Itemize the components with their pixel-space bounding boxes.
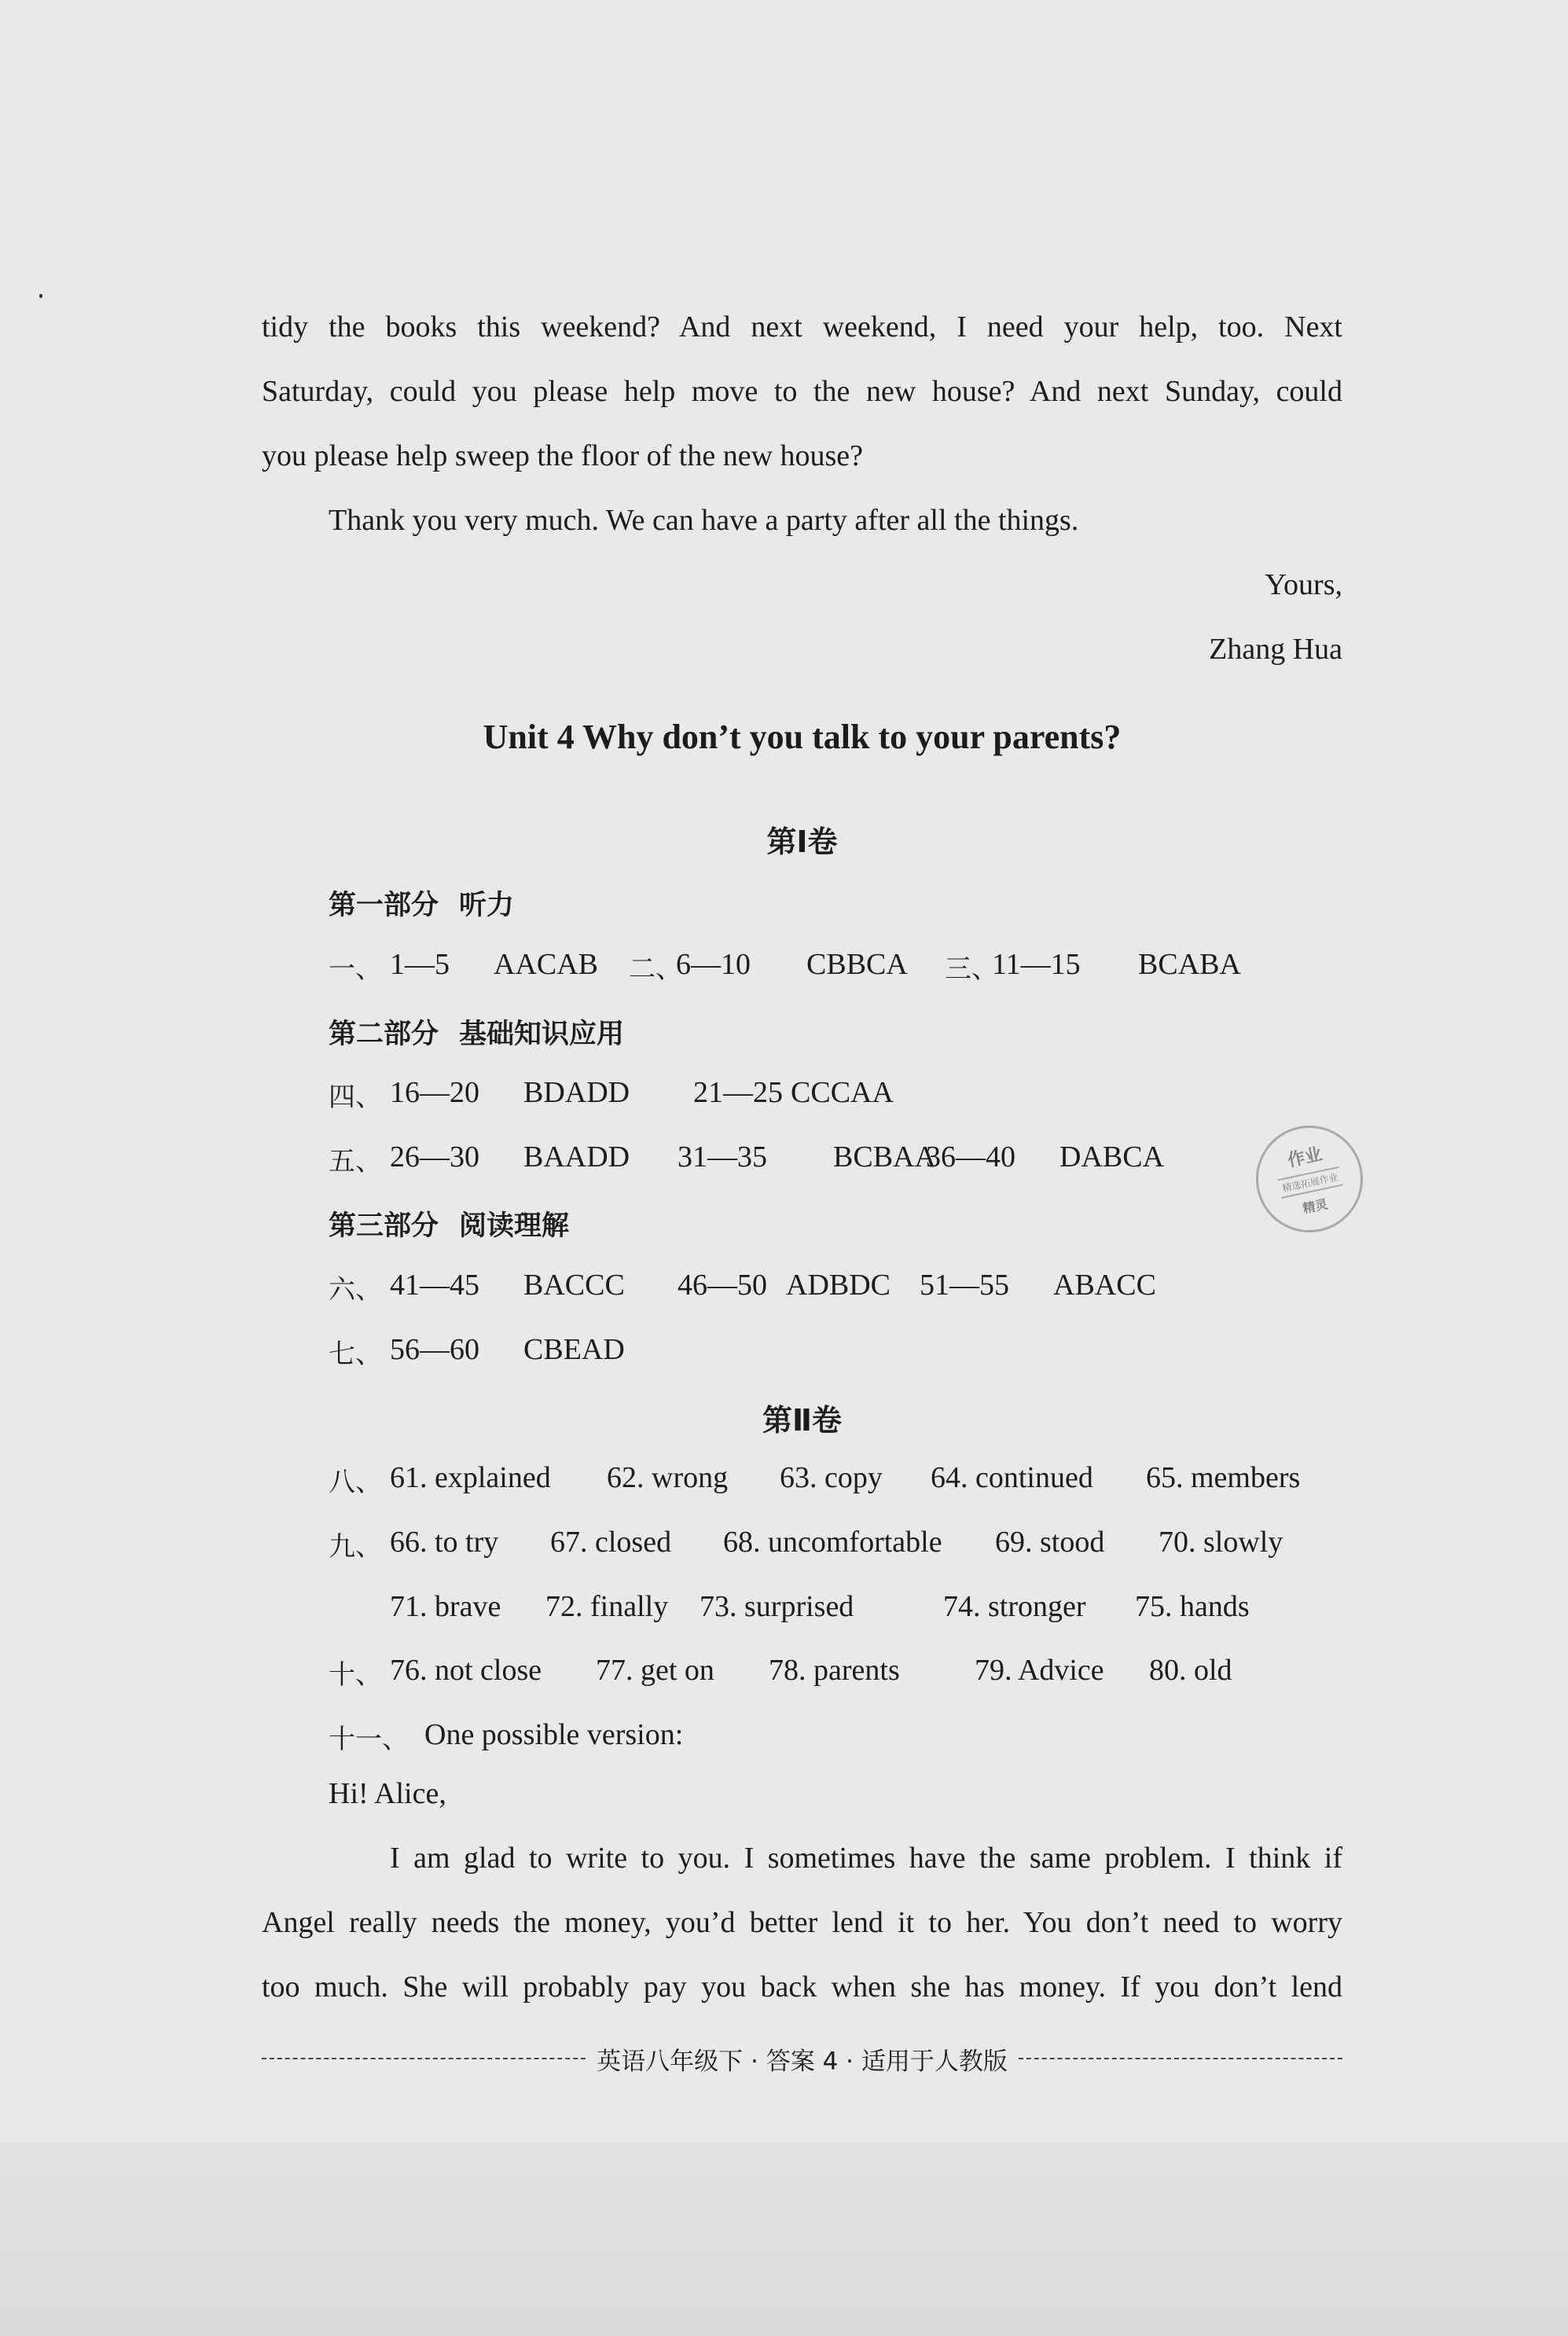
essay-line: Angel really needs the money, you’d better lend it to her. You don’t need to worry <box>262 1906 1342 1939</box>
stamp-text: 精选拓展作业 <box>1277 1166 1342 1198</box>
answer-item: 79. Advice <box>975 1654 1104 1687</box>
answer-key: ABACC <box>1053 1269 1156 1302</box>
letter-signature: Zhang Hua <box>1209 633 1342 666</box>
section-num: 一、 <box>329 953 382 985</box>
answer-key: AACAB <box>494 948 599 981</box>
answer-range: 21—25 <box>693 1076 783 1109</box>
answer-range: 46—50 <box>678 1269 767 1302</box>
answer-item: 75. hands <box>1135 1590 1250 1623</box>
answer-range: 6—10 <box>676 948 751 981</box>
answer-key: DABCA <box>1059 1140 1165 1174</box>
part-name: 基础知识应用 <box>459 1019 625 1050</box>
stamp-text: 作业 <box>1286 1144 1324 1171</box>
answer-key: CBBCA <box>806 948 908 981</box>
section-num: 二、 <box>629 953 682 985</box>
part-name: 听力 <box>459 890 515 921</box>
answer-range: 1—5 <box>390 948 450 981</box>
part-name: 阅读理解 <box>459 1210 570 1242</box>
answer-item: 64. continued <box>931 1461 1093 1494</box>
section-num: 三、 <box>945 953 998 985</box>
answer-range: 56—60 <box>390 1333 479 1366</box>
answer-item: 80. old <box>1149 1654 1232 1687</box>
page-footer <box>262 2040 1342 2077</box>
answer-key: CBEAD <box>523 1333 625 1366</box>
answer-item: 63. copy <box>780 1461 883 1494</box>
footer-rule <box>262 2058 586 2059</box>
section-num: 五、 <box>329 1146 382 1177</box>
answer-item: 67. closed <box>550 1526 672 1559</box>
part-label: 第一部分 <box>329 890 439 921</box>
answer-item: 66. to try <box>390 1526 499 1559</box>
answer-key: ADBDC <box>786 1269 891 1302</box>
letter-line: you please help sweep the floor of the new house? <box>262 439 864 472</box>
unit-title: Unit 4 Why don’t you talk to your parents? <box>483 718 1122 756</box>
scan-shadow <box>0 2142 1568 2336</box>
footer-rule <box>1019 2058 1342 2059</box>
answer-item: 78. parents <box>769 1654 900 1687</box>
answer-item: 74. stronger <box>943 1590 1086 1623</box>
answer-item: 65. members <box>1146 1461 1301 1494</box>
volume-2-title: 第Ⅱ卷 <box>762 1403 843 1438</box>
answer-item: 73. surprised <box>700 1590 854 1623</box>
answer-key: BDADD <box>523 1076 630 1109</box>
answer-range: 26—30 <box>390 1140 479 1174</box>
answer-item: 72. finally <box>545 1590 669 1623</box>
answer-note: One possible version: <box>424 1718 684 1751</box>
letter-closing: Yours, <box>1265 568 1342 601</box>
answer-key: CCCAA <box>791 1076 894 1109</box>
answer-item: 61. explained <box>390 1461 551 1494</box>
answer-item: 71. brave <box>390 1590 501 1623</box>
part-1-title <box>329 883 534 923</box>
letter-line: Saturday, could you please help move to the new house? And next Sunday, could <box>262 375 1342 408</box>
footer-text: 英语八年级下 · 答案 4 · 适用于人教版 <box>597 2047 1008 2076</box>
volume-1-title: 第Ⅰ卷 <box>766 825 838 859</box>
section-num: 七、 <box>329 1339 382 1370</box>
answer-range: 16—20 <box>390 1076 479 1109</box>
answer-item: 69. stood <box>995 1526 1105 1559</box>
part-label: 第三部分 <box>329 1210 439 1242</box>
answer-item: 68. uncomfortable <box>723 1526 942 1559</box>
section-num: 九、 <box>329 1531 382 1563</box>
answer-item: 70. slowly <box>1159 1526 1283 1559</box>
answer-key: BCABA <box>1138 948 1241 981</box>
answer-range: 41—45 <box>390 1269 479 1302</box>
answer-key: BAADD <box>523 1140 630 1174</box>
answer-item: 76. not close <box>390 1654 542 1687</box>
section-num: 六、 <box>329 1274 382 1306</box>
section-num: 四、 <box>329 1082 382 1113</box>
essay-line: too much. She will probably pay you back when she has money. If you don’t lend <box>262 1971 1342 2004</box>
essay-line: I am glad to write to you. I sometimes have the same problem. I think if <box>390 1842 1342 1875</box>
answer-key: BACCC <box>523 1269 625 1302</box>
stamp-text: 精灵 <box>1301 1196 1329 1216</box>
essay-greeting: Hi! Alice, <box>329 1777 446 1810</box>
part-3-title <box>329 1204 589 1243</box>
part-2-title <box>329 1012 644 1052</box>
letter-line: tidy the books this weekend? And next weekend, I need your help, too. Next <box>262 310 1342 343</box>
answer-item: 62. wrong <box>607 1461 729 1494</box>
answer-range: 11—15 <box>992 948 1081 981</box>
answer-range: 31—35 <box>678 1140 767 1174</box>
scan-speck <box>39 294 42 298</box>
answer-range: 36—40 <box>926 1140 1015 1174</box>
section-num: 八、 <box>329 1467 382 1498</box>
answer-item: 77. get on <box>596 1654 714 1687</box>
answer-range: 51—55 <box>920 1269 1009 1302</box>
answer-key: BCBAA <box>833 1140 936 1174</box>
letter-line: Thank you very much. We can have a party after all the things. <box>329 504 1079 537</box>
watermark-stamp <box>1246 1115 1372 1242</box>
part-label: 第二部分 <box>329 1019 439 1050</box>
section-num: 十、 <box>329 1659 382 1691</box>
section-num: 十一、 <box>329 1724 409 1755</box>
